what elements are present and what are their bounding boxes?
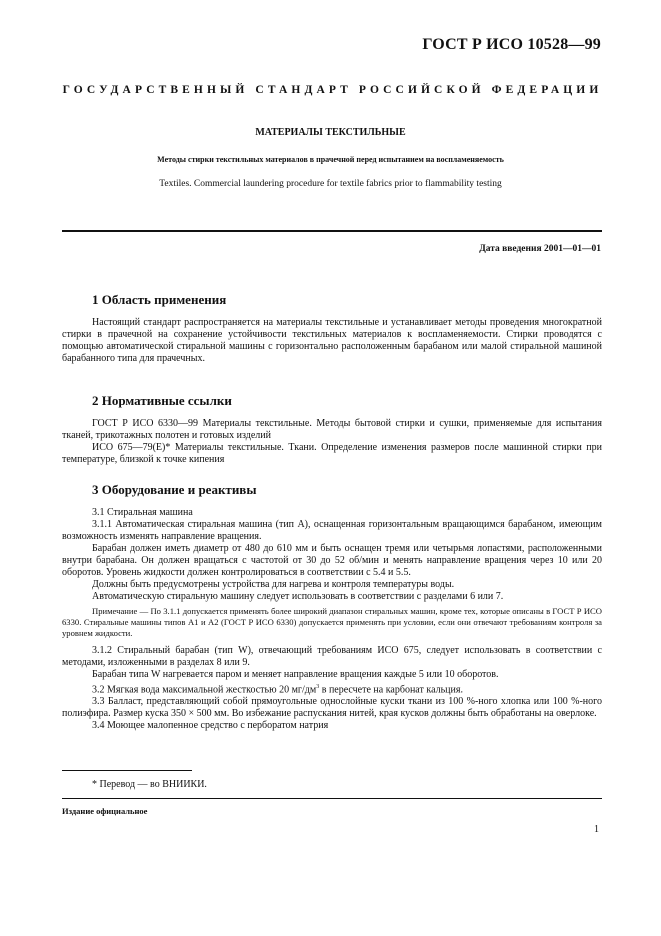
water-hardness-text: 3.2 Мягкая вода максимальной жесткостью 20 мг/дм (92, 684, 317, 696)
paragraph: Настоящий стандарт распространяется на материалы текстильные и устанавливает методы проведения многократной стирки в прачечной на сохранение устойчивости текстильных материалов к воспламеняемости. Стирки проводятся с помощью автоматической стиральной машины с горизонтально расположенным барабаном или малой стиральной машиной барабанного типа для прачечных. (62, 317, 602, 364)
paragraph: 3.1.1 Автоматическая стиральная машина (тип А), оснащенная горизонтальным вращающимся барабаном, имеющим возможность изменять направление вращения. (62, 519, 602, 542)
paragraph: 3.1.2 Стиральный барабан (тип W), отвечающий требованиям ИСО 675, следует использовать в соответствии с методами, изложенными в разделах 8 или 9. (62, 645, 602, 668)
note: Примечание — По 3.1.1 допускается применять более широкий диапазон стиральных машин, кроме тех, которые описаны в ГОСТ Р ИСО 6330. Стиральные машины типов А1 и А2 (ГОСТ Р ИСО 6330) допускается применять при условии, если они отвечают требованиям контроля за уровнем жидкости. (62, 606, 602, 638)
header-divider (62, 230, 602, 232)
edition-label: Издание официальное (62, 806, 148, 816)
water-hardness-text-end: в пересчете на карбонат кальция. (319, 684, 463, 696)
reference-item: ГОСТ Р ИСО 6330—99 Материалы текстильные. Методы бытовой стирки и сушки, применяемые для испытания тканей, трикотажных полотен и готовых изделий (62, 418, 602, 441)
paragraph: 3.1 Стиральная машина (92, 507, 193, 518)
paragraph: Барабан должен иметь диаметр от 480 до 610 мм и быть оснащен тремя или четырьмя лопастями, расположенными внутри барабана. Он должен вращаться с частотой от 30 до 52 об/мин и менять направление вращения через 10 или 20 оборотов. Уровень жидкости должен контролироваться в соответствии с 5.4 и 5.5. (62, 543, 602, 578)
section-heading: 1 Область применения (92, 292, 227, 307)
section-equipment (62, 482, 602, 732)
introduction-date: Дата введения 2001—01—01 (479, 244, 601, 254)
paragraph: 3.4 Моющее малопенное средство с перборатом натрия (92, 720, 329, 732)
reference-item: ИСО 675—79(Е)* Материалы текстильные. Ткани. Определение изменения размеров после машинной стирки при температуре, близкой к точке кипения (62, 442, 602, 465)
document-title: МАТЕРИАЛЫ ТЕКСТИЛЬНЫЕ (255, 127, 406, 138)
paragraph: Автоматическую стиральную машину следует использовать в соответствии с разделами 6 или 7. (92, 591, 504, 602)
subtitle-english: Textiles. Commercial laundering procedure for textile fabrics prior to flammability testing (159, 179, 502, 189)
footer-divider (62, 798, 602, 799)
paragraph: Барабан типа W нагревается паром и меняет направление вращения каждые 5 или 10 оборотов. (92, 669, 499, 680)
section-scope (62, 292, 602, 365)
paragraph (62, 681, 602, 696)
section-heading: 3 Оборудование и реактивы (92, 482, 257, 497)
paragraph: 3.3 Балласт, представляющий собой прямоугольные однослойные куски ткани из 100 %-ного хлопка или 100 %-ного полиэфира. Размер куска 350 × 500 мм. Во избежание распускания нитей, края кусков должны быть обработаны на оверлоке. (62, 696, 602, 720)
page-number: 1 (594, 824, 599, 835)
paragraph: Должны быть предусмотрены устройства для нагрева и контроля температуры воды. (92, 579, 455, 590)
superscript: 3 (316, 684, 320, 690)
footnote-divider (62, 770, 192, 771)
document-code: ГОСТ Р ИСО 10528—99 (422, 36, 601, 53)
footnote: * Перевод — во ВНИИКИ. (92, 779, 207, 790)
subtitle-russian: Методы стирки текстильных материалов в прачечной перед испытанием на воспламеняемость (157, 155, 504, 164)
state-standard-heading: ГОСУДАРСТВЕННЫЙ СТАНДАРТ РОССИЙСКОЙ ФЕДЕРАЦИИ (62, 84, 603, 96)
section-normative-references (62, 393, 602, 466)
section-heading: 2 Нормативные ссылки (92, 393, 232, 408)
